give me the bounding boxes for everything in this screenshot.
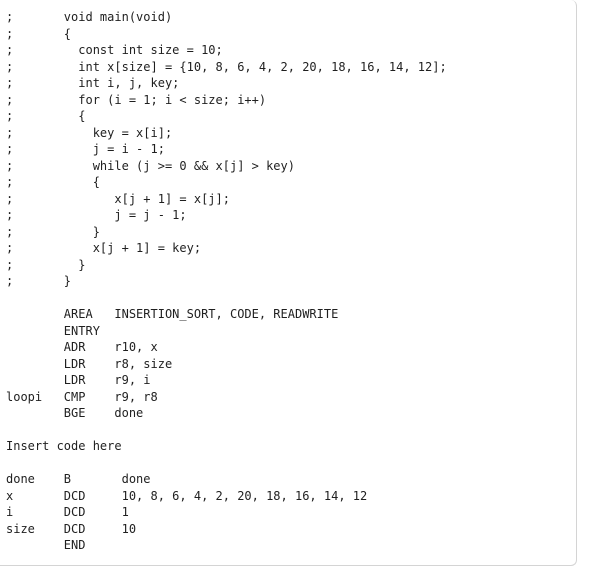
code-line: ; { (6, 26, 72, 41)
code-line: ; key = x[i]; (6, 125, 173, 140)
code-line: LDR r8, size (6, 356, 173, 371)
code-line: ; void main(void) (6, 10, 173, 24)
blank-line (6, 422, 447, 439)
code-line: AREA INSERTION_SORT, CODE, READWRITE (6, 307, 339, 321)
code-line: ; } (6, 274, 72, 288)
code-line: ; int x[size] = {10, 8, 6, 4, 2, 20, 18, 16, 14, 12]; (6, 59, 447, 74)
code-line: ; } (6, 224, 100, 239)
code-line: ; { (6, 175, 100, 189)
code-line: size DCD 10 (6, 521, 137, 536)
code-line: ; { (6, 109, 86, 123)
code-line: ; } (6, 257, 86, 272)
code-line: ; x[j + 1] = x[j]; (6, 191, 230, 206)
code-line: END (6, 538, 86, 552)
code-line: ; j = i - 1; (6, 142, 165, 156)
blank-line (6, 290, 447, 307)
code-line: ; while (j >= 0 && x[j] > key) (6, 158, 295, 173)
code-line: ; for (i = 1; i < size; i++) (6, 92, 267, 107)
code-line: ADR r10, x (6, 340, 158, 354)
code-line: i DCD 1 (6, 505, 129, 519)
code-line: x DCD 10, 8, 6, 4, 2, 20, 18, 16, 14, 12 (6, 488, 368, 503)
code-line: ; const int size = 10; (6, 43, 223, 57)
code-line: BGE done (6, 406, 144, 420)
code-line: ; j = j - 1; (6, 208, 187, 222)
insert-code-placeholder: Insert code here (6, 439, 122, 453)
code-text (6, 9, 447, 554)
code-line: loopi CMP r9, r8 (6, 389, 158, 404)
blank-line (6, 455, 447, 472)
code-line: ; x[j + 1] = key; (6, 241, 202, 255)
code-line: ; int i, j, key; (6, 76, 180, 90)
code-line: ENTRY (6, 323, 100, 338)
code-line: LDR r9, i (6, 373, 151, 387)
code-line: done B done (6, 472, 151, 486)
